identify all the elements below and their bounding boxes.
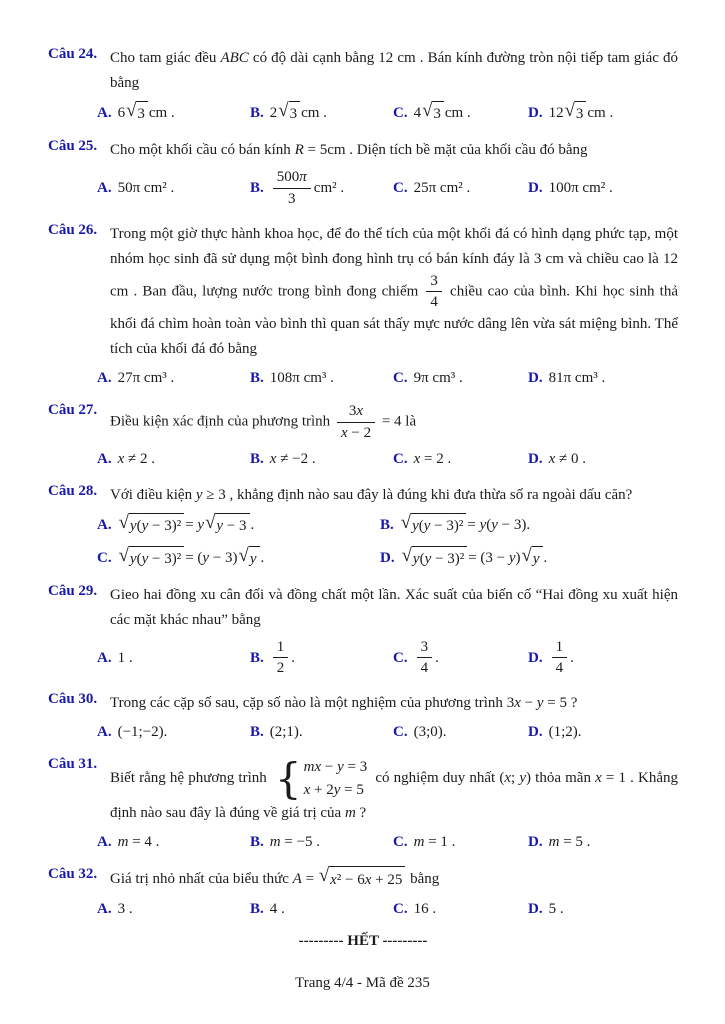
option [393,721,528,743]
option-letter: B. [250,649,264,666]
question-row [48,691,678,716]
option-letter: B. [250,450,264,467]
question [48,138,678,209]
option [393,638,528,679]
radicand: y(y − 3)² [411,513,466,537]
option [393,448,528,470]
text-run: Cho một khối cầu có bán kính [110,142,295,158]
options-row [97,721,678,743]
option [250,101,393,125]
text-run: 108π cm³ . [269,370,334,386]
option-content [270,721,303,743]
option-letter: A. [97,834,112,850]
math-expression: = y(y − 3). [467,516,531,533]
text-run: có nghiệm duy nhất [371,769,500,786]
option-content [414,898,437,920]
text-run: . [260,549,265,566]
option [97,898,250,920]
question-label: Câu 30. [48,691,98,707]
option [393,177,528,199]
option-letter: C. [393,370,408,386]
radical-icon: √ [126,100,137,121]
radicand: 3 [136,101,148,125]
option [97,721,250,743]
text-run: thỏa mãn [531,769,596,786]
fraction [417,638,433,679]
question [48,483,678,570]
math-expression: x ≠ 0 . [548,450,586,467]
text-run: (2;1). [269,724,303,740]
option-content [270,831,320,853]
option-letter: C. [393,649,408,666]
text-run: 3 . [117,901,133,917]
option-letter: B. [250,370,264,386]
option-letter: C. [393,105,408,121]
option [528,448,678,470]
question-row [48,866,678,893]
fraction [426,272,442,313]
option-letter: B. [250,180,264,197]
text-run: . [291,649,296,666]
question [48,866,678,920]
option-content [414,638,439,679]
square-root [402,546,468,570]
radical-icon: √ [521,544,532,566]
text-run: (3;0). [413,724,447,740]
radicand: x² − 6x + 25 [329,866,405,893]
fraction-numerator: 3 [417,638,433,659]
text-run: . [543,549,548,566]
options-row [97,367,678,389]
question-label: Câu 24. [48,46,98,62]
option-content [549,448,586,470]
text-run: 12 [548,105,564,121]
option-content [270,101,327,125]
option [250,831,393,853]
option [528,367,678,389]
fraction-numerator: 500π [273,168,311,189]
square-root [278,101,300,125]
fraction-numerator: 1 [273,638,289,659]
text-run: (1;2). [548,724,582,740]
fraction [337,402,375,443]
option [528,101,678,125]
text-run: cm . [587,105,614,121]
question [48,753,679,853]
option [250,367,393,389]
question-body [110,483,678,508]
option-content [270,898,285,920]
text-run: Cho tam giác đều [110,50,221,66]
math-expression: (x; y) [499,769,532,786]
option-content [118,367,175,389]
math-expression: 3x − y = 5 [506,695,567,711]
option-letter: C. [393,834,408,850]
option-letter: B. [250,105,264,121]
option-letter: D. [528,724,543,740]
options-row [97,513,678,570]
text-run: Với điều kiện [110,486,196,503]
option-content [549,367,606,389]
option-content [549,638,574,679]
square-root [205,513,249,537]
end-marker: --------- HẾT --------- [298,933,428,949]
option-letter: D. [528,834,543,850]
option-letter: D. [380,549,395,566]
text-run: 50π cm² . [117,180,175,197]
fraction [273,168,311,209]
option-content [414,177,471,199]
option-letter: A. [97,516,112,533]
question-row [48,753,679,826]
option-letter: D. [528,901,543,917]
option-content [414,101,471,125]
equation-system [274,753,368,803]
math-expression: x ≠ 2 . [117,450,155,467]
option [528,177,678,199]
option [393,831,528,853]
option [97,831,250,853]
question-row [48,138,678,163]
option-content [270,448,316,470]
option [250,638,393,679]
question-body [110,866,678,893]
math-expression: m = −5 . [269,834,321,850]
option-letter: D. [528,649,543,666]
radicand: y [249,546,260,570]
text-run: ? [566,695,578,711]
options-row [97,898,678,920]
radicand: y − 3 [215,513,249,537]
option-letter: C. [393,724,408,740]
option-content [549,177,613,199]
option-content [270,168,344,209]
options-row [97,831,678,853]
text-run: 5 . [548,901,564,917]
option [97,177,250,199]
fraction [273,638,289,679]
fraction-denominator: 2 [276,660,285,677]
radicand: y(y − 3)² [129,513,184,537]
text-run: . Khẳng định nào sau đây là đúng về giá trị của [110,769,679,821]
option-content [118,177,175,199]
radical-icon: √ [422,100,433,121]
text-run: Giá trị nhỏ nhất của biểu thức [110,870,293,887]
option [250,721,393,743]
text-run: cm . [444,105,471,121]
option [380,546,678,570]
text-run: 9π cm³ . [413,370,463,386]
radical-icon: √ [118,544,129,566]
text-run: Gieo hai đồng xu cân đối và đồng chất một lần. Xác suất của biến cố “Hai đồng xu xuất hiện các mặt khác nhau” bằng [110,586,678,628]
text-run: 2 [269,105,278,121]
square-root [119,513,185,537]
option-content [549,101,614,125]
option [97,448,250,470]
fraction-denominator: x − 2 [340,424,372,441]
math-expression: m [344,805,356,821]
math-expression: = (3 − y) [468,549,521,566]
option-content [118,513,255,537]
text-run: Trong các cặp số sau, cặp số nào là một nghiệm của phương trình [110,695,507,711]
option [380,513,678,537]
text-run: , khẳng định nào sau đây là đúng khi đưa thừa số ra ngoài dấu căn? [225,486,633,503]
text-run: 100π cm² . [548,180,613,197]
options-row [97,448,678,470]
text-run: cm . [148,105,175,121]
option-content [549,721,582,743]
option-content [549,831,591,853]
fraction-denominator: 4 [555,660,564,677]
text-run: có độ dài cạnh bằng 12 cm . Bán kính đường tròn nội tiếp tam giác đó bằng [110,50,678,91]
option-letter: B. [250,724,264,740]
question-body [110,583,678,633]
square-root [126,101,148,125]
text-run: . [435,649,439,666]
options-row [97,101,678,125]
option-content [118,101,175,125]
text-run: 4 . [269,901,285,917]
question [48,222,678,390]
math-expression: x ≠ −2 . [269,450,316,467]
question [48,691,678,743]
option-letter: C. [393,180,408,197]
option-content [118,546,265,570]
option [250,448,393,470]
option-letter: D. [528,105,543,121]
option-content [414,721,447,743]
text-run: (−1;−2). [117,724,168,740]
option-content [414,367,463,389]
fraction [552,638,568,679]
text-run: 27π cm³ . [117,370,175,386]
option-letter: A. [97,901,112,917]
option [393,101,528,125]
option-content [118,898,133,920]
text-run: Trong một giờ thực hành khoa học, để đo thể tích của một khối đá có hình dạng phức tạp, một nhóm học sinh đã sử dụng một bình đong hình trụ có bán kính đáy là 3 cm và chiều cao là 12 cm . Ban đầu, lượng nước trong bình đong chiếm [110,225,678,300]
text-run: 81π cm³ . [548,370,606,386]
radicand: y(y − 3)² [412,546,467,570]
option [97,546,380,570]
option-content [270,638,295,679]
options-row [97,168,678,209]
question-label: Câu 31. [48,756,98,772]
question [48,402,678,470]
square-root [239,546,260,570]
question-body [110,753,679,826]
radical-icon: √ [278,100,289,121]
option [528,898,678,920]
system-equation: x + 2y = 5 [303,781,364,798]
option [250,168,393,209]
option-content [118,448,155,470]
square-root [401,513,467,537]
option-content [549,898,564,920]
option-letter: D. [528,180,543,197]
option [528,721,678,743]
option-content [400,513,530,537]
math-expression: ABC [220,50,249,66]
option [250,898,393,920]
text-run: 6 [117,105,126,121]
option-content [118,647,133,669]
radicand: y [532,546,543,570]
square-root [422,101,444,125]
fraction-numerator: 1 [552,638,568,659]
question-row [48,583,678,633]
question [48,46,678,125]
text-run: Điều kiện xác định của phương trình [110,413,334,430]
text-run: = 4 là [378,413,417,430]
text-run: . [250,516,255,533]
text-run: ? [355,805,367,821]
option-letter: B. [380,516,394,533]
math-expression: y ≥ 3 [195,486,226,503]
option-content [118,831,160,853]
question-label: Câu 29. [48,582,98,599]
radicand: y(y − 3)² [129,546,184,570]
radical-icon: √ [400,511,412,533]
option [528,638,678,679]
radical-icon: √ [401,544,412,566]
option-letter: D. [528,450,543,467]
question-row [48,402,678,443]
question-label: Câu 26. [48,221,98,238]
options-row [97,638,678,679]
question-body [110,46,678,96]
option-letter: A. [97,370,112,386]
option-content [270,367,334,389]
option-content [401,546,548,570]
option-letter: D. [528,370,543,386]
option-letter: A. [97,450,112,467]
radicand: 3 [432,101,444,125]
text-run: 4 [413,105,422,121]
left-brace-icon: { [274,753,302,803]
fraction-numerator: 3 [426,272,442,293]
option [393,898,528,920]
system-rows [304,756,368,801]
option-letter: A. [97,649,112,666]
text-run: chiều cao của bình. Khi học sinh thả khối đá chìm hoàn toàn vào bình thì quan sát thấy mực nước dâng lên vừa sát miệng bình. Thể tích của khối đá đó bằng [110,283,678,357]
question-row [48,46,678,96]
math-expression: = (y − 3) [185,549,238,566]
option-letter: C. [393,901,408,917]
question-row [48,483,678,508]
question-body [110,691,678,716]
radical-icon: √ [318,865,330,886]
radicand: 3 [289,101,301,125]
option-content [414,448,452,470]
math-expression: x = 1 [595,769,626,786]
option [97,367,250,389]
question-body [110,222,678,363]
page-footer: Trang 4/4 - Mã đề 235 [295,975,430,991]
fraction-denominator: 4 [430,294,438,311]
math-expression: R [294,142,304,158]
option [528,831,678,853]
question-label: Câu 32. [48,866,98,882]
math-expression: m = 1 . [413,834,456,850]
option-content [118,721,168,743]
math-expression: x = 2 . [413,450,452,467]
option-letter: A. [97,180,112,197]
option-content [414,831,456,853]
option [97,513,380,537]
text-run: cm² . [313,180,345,197]
text-run: . [570,649,574,666]
option-letter: B. [250,901,264,917]
fraction-numerator: 3x [337,402,375,423]
text-run: 16 . [413,901,437,917]
math-expression: m = 4 . [117,834,160,850]
question-label: Câu 25. [48,138,98,154]
radical-icon: √ [238,544,249,566]
system-equation: mx − y = 3 [303,759,368,775]
text-run: bằng [406,870,440,887]
question-body [110,402,678,443]
option [97,647,250,669]
math-expression: A = [292,870,318,887]
question [48,583,678,679]
question-row [48,222,678,363]
text-run: cm . [301,105,327,121]
square-root [319,866,406,893]
math-expression: = y [185,516,205,533]
question-label: Câu 28. [48,482,98,499]
question-body [110,138,678,163]
option-letter: A. [97,724,112,740]
option-letter: C. [97,549,112,566]
math-expression: m = 5 . [548,834,591,850]
text-run: 1 . [117,649,133,666]
option [97,101,250,125]
square-root [565,101,587,125]
text-run: = 5cm . Diện tích bề mặt của khối cầu đó bằng [303,142,588,158]
radical-icon: √ [205,511,216,533]
square-root [119,546,185,570]
fraction-denominator: 4 [420,660,429,677]
option-letter: A. [97,105,112,121]
question-label: Câu 27. [48,402,98,418]
radical-icon: √ [564,100,575,121]
radical-icon: √ [118,511,129,533]
text-run: 25π cm² . [413,180,471,197]
text-run: Biết rằng hệ phương trình [110,769,271,786]
radicand: 3 [575,101,587,125]
questions [48,46,678,920]
option [393,367,528,389]
square-root [522,546,543,570]
fraction-denominator: 3 [288,190,296,207]
option-letter: C. [393,450,408,467]
option-letter: B. [250,834,264,850]
